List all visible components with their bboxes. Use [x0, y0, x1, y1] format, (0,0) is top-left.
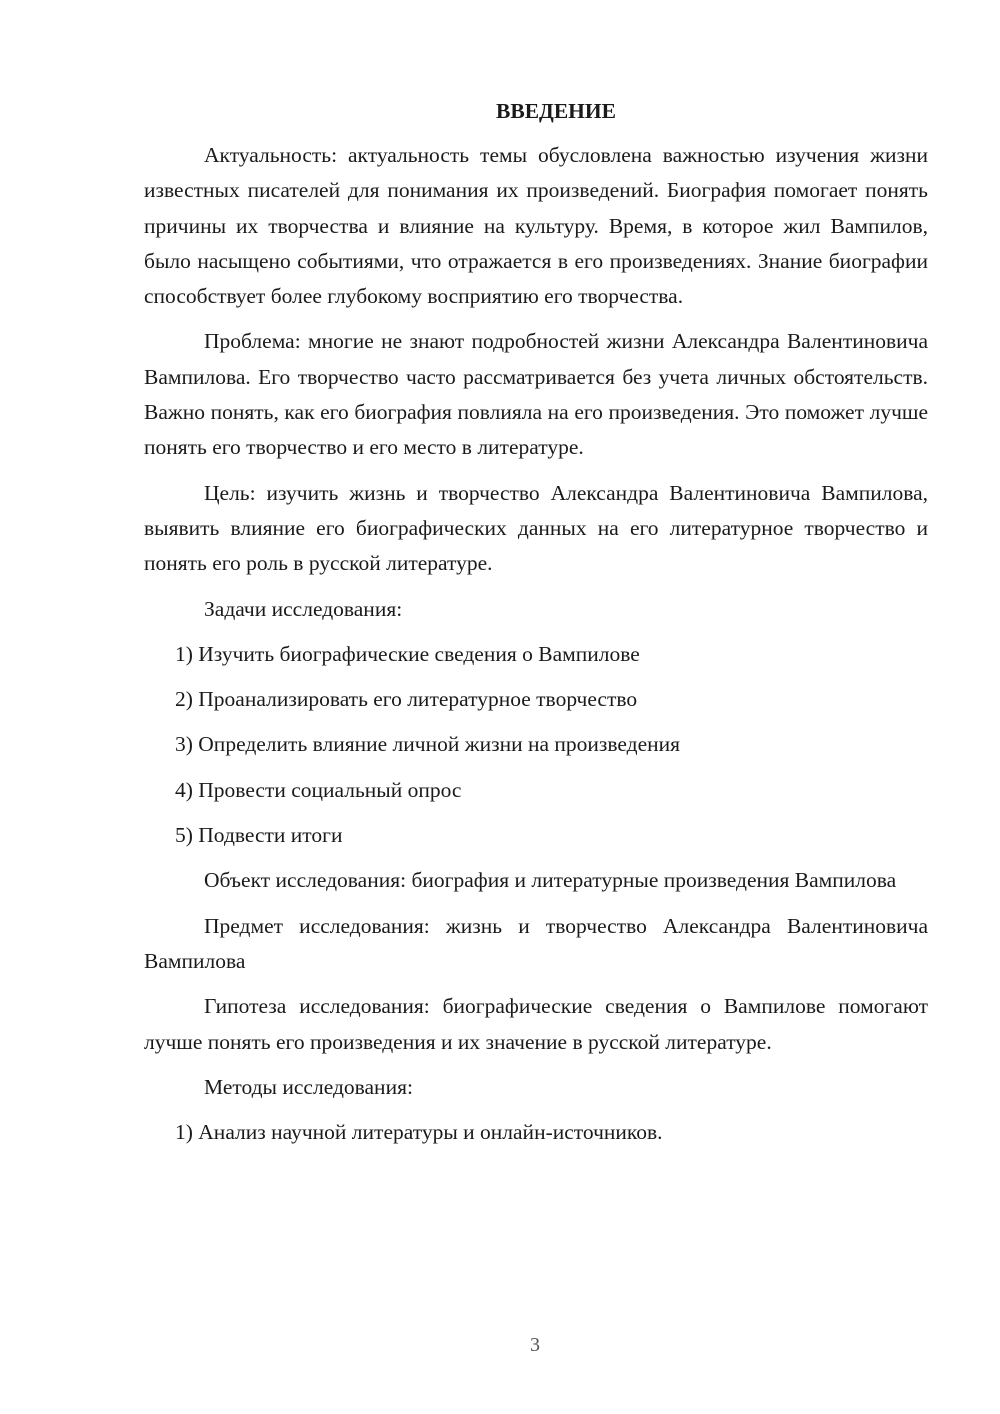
- list-item: 5) Подвести итоги: [175, 823, 343, 848]
- page-title: ВВЕДЕНИЕ: [496, 99, 616, 123]
- subject-paragraph: Предмет исследования: жизнь и творчество Александра Валентиновича Вампилова: [144, 913, 928, 973]
- list-item: 1) Изучить биографические сведения о Вампилове: [175, 641, 640, 666]
- tasks-heading: Задачи исследования:: [204, 596, 403, 621]
- problem-paragraph: Проблема: многие не знают подробностей жизни Александра Валентиновича Вампилова. Его творчество часто рассматривается без учета личных обстоятельств. Важно понять, как его биография повлияла на его произведения. Это поможет лучше понять его творчество и его место в литературе.: [144, 329, 928, 460]
- document-page: [144, 94, 928, 1160]
- page-number: 3: [530, 1334, 540, 1356]
- list-item: 4) Провести социальный опрос: [175, 777, 462, 802]
- methods-heading: Методы исследования:: [204, 1074, 413, 1099]
- object-paragraph: Объект исследования: биография и литературные произведения Вампилова: [204, 868, 897, 893]
- list-item: 3) Определить влияние личной жизни на произведения: [175, 732, 681, 757]
- hypothesis-paragraph: Гипотеза исследования: биографические сведения о Вампилове помогают лучше понять его произведения и их значение в русской литературе.: [144, 994, 928, 1054]
- relevance-paragraph: Актуальность: актуальность темы обусловлена важностью изучения жизни известных писателей для понимания их произведений. Биография помогает понять причины их творчества и влияние на культуру. Время, в которое жил Вампилов, было насыщено событиями, что отражается в его произведениях. Знание биографии способствует более глубокому восприятию его творчества.: [144, 143, 928, 309]
- list-item: 2) Проанализировать его литературное творчество: [175, 687, 638, 712]
- goal-paragraph: Цель: изучить жизнь и творчество Александра Валентиновича Вампилова, выявить влияние его биографических данных на его литературное творчество и понять его роль в русской литературе.: [144, 480, 928, 576]
- list-item: 1) Анализ научной литературы и онлайн-источников.: [175, 1120, 663, 1145]
